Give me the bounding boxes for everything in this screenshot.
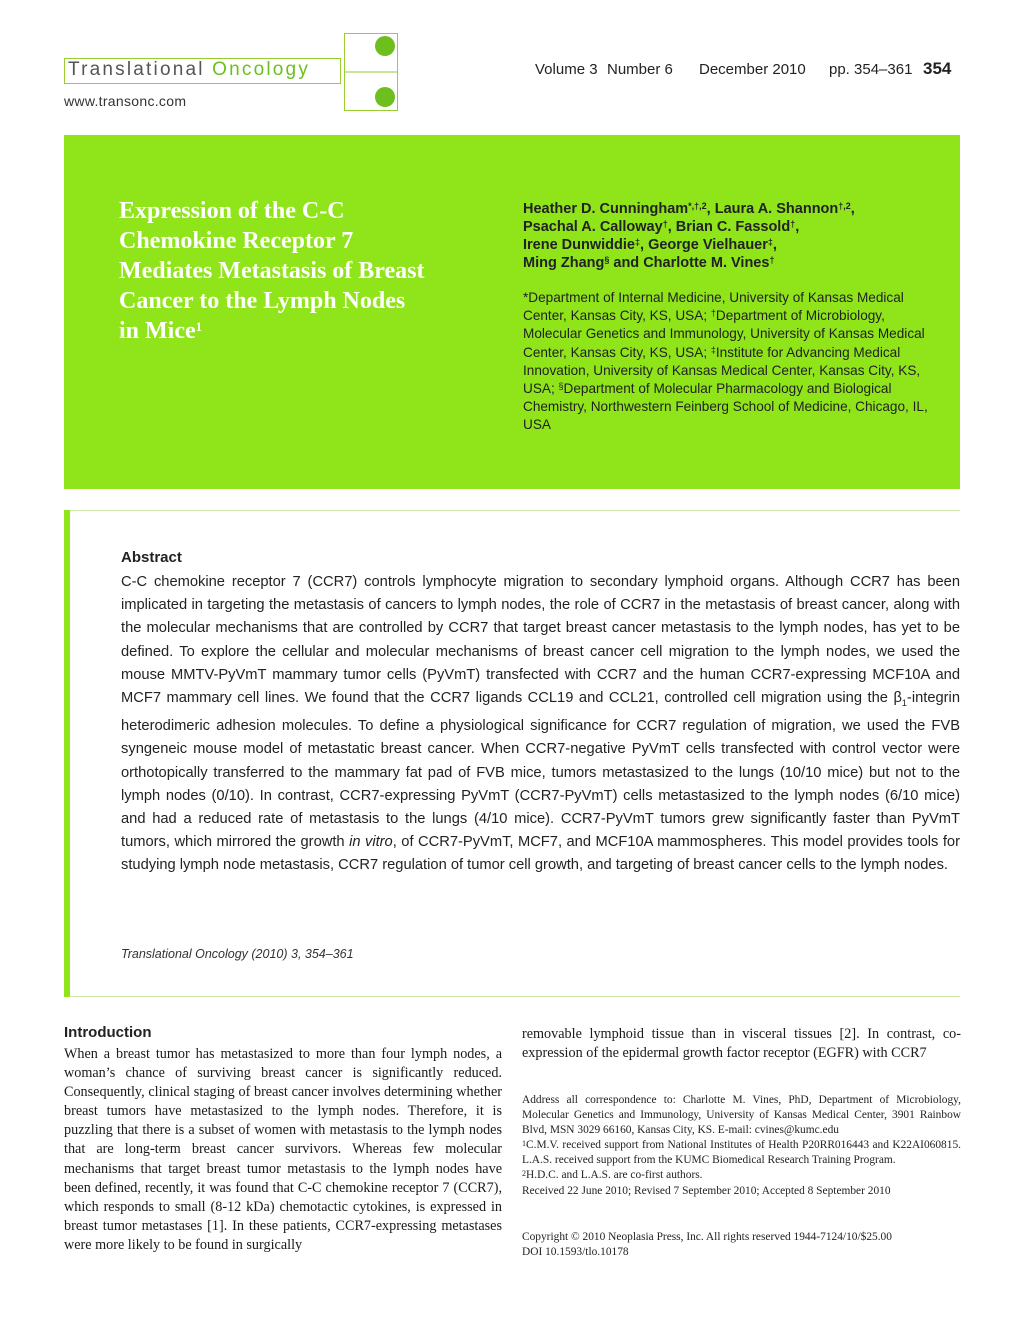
article-title	[119, 196, 429, 346]
affiliation: ‡Institute for Advancing Medical Innovation, University of Kansas Medical Center, Kansas City, KS, USA;	[523, 344, 921, 397]
issue-date: December 2010	[699, 61, 806, 78]
introduction-left-column: When a breast tumor has metastasized to more than four lymph nodes, a woman’s chance of surviving breast cancer is significantly reduced. Consequently, clinical staging of breast cancer involves determining whether breast tumors have metastasized to the lymph nodes. Therefore, it is puzzling that there is a subset of women with metastasis to the lymph nodes that are long-term breast cancer survivors. Whereas few molecular mechanisms that target breast tumor metastasis to the lymph nodes have been defined, recently, it was found that C-C chemokine receptor 7 (CCR7), which responds to small (8-12 kDa) chemotactic cytokines, is expressed in breast tumor metastases [1]. In these patients, CCR7-expressing metastases were more likely to be found in surgically	[64, 1046, 502, 1253]
copyright-block	[522, 1230, 961, 1260]
funding-note: $^1$C.M.V. received support from National Institutes of Health P20RR016443 and K22AI060815. L.A.S. received support from the KUMC Biomedical Research Training Program.	[522, 1139, 961, 1167]
author: Psachal A. Calloway†,	[523, 219, 676, 235]
journal-name-part1: Translational	[68, 59, 213, 80]
logo-dot-icon	[375, 87, 395, 107]
doi-line: DOI 10.1593/tlo.10178	[522, 1246, 629, 1259]
page-number: 354	[923, 59, 952, 78]
author: Brian C. Fassold†,	[675, 219, 800, 235]
affiliation: §Department of Molecular Pharmacology and Biological Chemistry, Northwestern Feinberg School of Medicine, Chicago, IL, USA	[523, 381, 928, 433]
copyright-line: Copyright © 2010 Neoplasia Press, Inc. All rights reserved 1944-7124/10/$25.00	[522, 1231, 892, 1243]
affiliation: *Department of Internal Medicine, University of Kansas Medical Center, Kansas City, KS, USA;	[523, 290, 904, 324]
volume: Volume 3	[535, 61, 598, 78]
author: George Vielhauer‡,	[648, 237, 777, 253]
introduction-right-column: removable lymphoid tissue than in visceral tissues [2]. In contrast, co-expression of the epidermal growth factor receptor (EGFR) with CCR7	[522, 1026, 961, 1062]
page-range: pp. 354–361	[829, 61, 913, 78]
journal-logo	[68, 59, 310, 81]
introduction-heading: Introduction	[64, 1024, 152, 1041]
issue-number: Number 6	[607, 61, 673, 78]
author: Heather D. Cunningham$^{*,\dagger,2}$,	[523, 201, 715, 217]
journal-website: www.transonc.com	[64, 93, 187, 109]
journal-name-part2: Oncology	[212, 59, 311, 80]
article-title-text: Expression of the C-C Chemokine Receptor 7 Mediates Metastasis of Breast Cancer to the Lymph Nodes in Mice	[119, 198, 425, 344]
received-dates: Received 22 June 2010; Revised 7 September 2010; Accepted 8 September 2010	[522, 1184, 891, 1197]
affiliations	[523, 289, 943, 435]
author-list	[523, 200, 953, 272]
co-first-author-note: $^2$H.D.C. and L.A.S. are co-first authors.	[522, 1169, 703, 1182]
author: Charlotte M. Vines†	[643, 255, 775, 271]
title-footnote-mark: 1	[195, 319, 203, 334]
footnotes	[522, 1093, 961, 1199]
abstract-heading: Abstract	[121, 549, 182, 566]
author: Ming Zhang§ and	[523, 255, 644, 271]
abstract-accent-bar	[64, 510, 70, 997]
author: Irene Dunwiddie‡,	[523, 237, 649, 253]
logo-dot-icon	[375, 36, 395, 56]
abstract-citation: Translational Oncology (2010) 3, 354–361	[121, 947, 354, 961]
abstract-divider-top	[70, 510, 960, 511]
author: Laura A. Shannon$^{\dagger,2}$,	[714, 201, 855, 217]
correspondence-note: Address all correspondence to: Charlotte M. Vines, PhD, Department of Microbiology, Molecular Genetics and Immunology, University of Kansas Medical Center, 3901 Rainbow Blvd, MSN 3029 66160, Kansas City, KS. E-mail: cvines@kumc.edu	[522, 1094, 961, 1137]
journal-logo-graphic	[344, 33, 398, 111]
abstract-divider-bottom	[70, 996, 960, 997]
abstract-text: C-C chemokine receptor 7 (CCR7) controls lymphocyte migration to secondary lymphoid organs. Although CCR7 has been implicated in targeting the metastasis of cancers to lymph nodes, the role of CCR7 in the metastasis of breast cancer, along with the molecular mechanisms that are controlled by CCR7 that target breast cancer metastasis to the lymph nodes, has yet to be defined. To explore the cellular and molecular mechanisms of breast cancer cell migration to the lymph nodes, we used the mouse MMTV-PyVmT mammary tumor cells (PyVmT) transfected with CCR7 and the human CCR7-expressing MCF10A and MCF7 mammary cell lines. We found that the CCR7 ligands CCL19 and CCL21, controlled cell migration using the $\beta_1$-integrin heterodimeric adhesion molecules. To define a physiological significance for CCR7 regulation of migration, we used the FVB syngeneic mouse model of metastatic breast cancer. When CCR7-negative PyVmT cells transfected with control vector were orthotopically transferred to the mammary fat pad of FVB mice, tumors metastasized to the lungs (10/10 mice) but not to the lymph nodes (0/10). In contrast, CCR7-expressing PyVmT (CCR7-PyVmT) cells metastasized to the lymph nodes (6/10 mice) and had a reduced rate of metastasis to the lungs (4/10 mice). CCR7-PyVmT tumors grew significantly faster than PyVmT tumors, which mirrored the growth in vitro, of CCR7-PyVmT, MCF7, and MCF10A mammospheres. This model provides tools for studying lymph node metastasis, CCR7 regulation of tumor cell growth, and targeting of breast cancer cells to the lymph nodes.	[121, 574, 960, 874]
affiliation: †Department of Microbiology, Molecular Genetics and Immunology, University of Kansas Medical Center, Kansas City, KS, USA;	[523, 308, 925, 360]
